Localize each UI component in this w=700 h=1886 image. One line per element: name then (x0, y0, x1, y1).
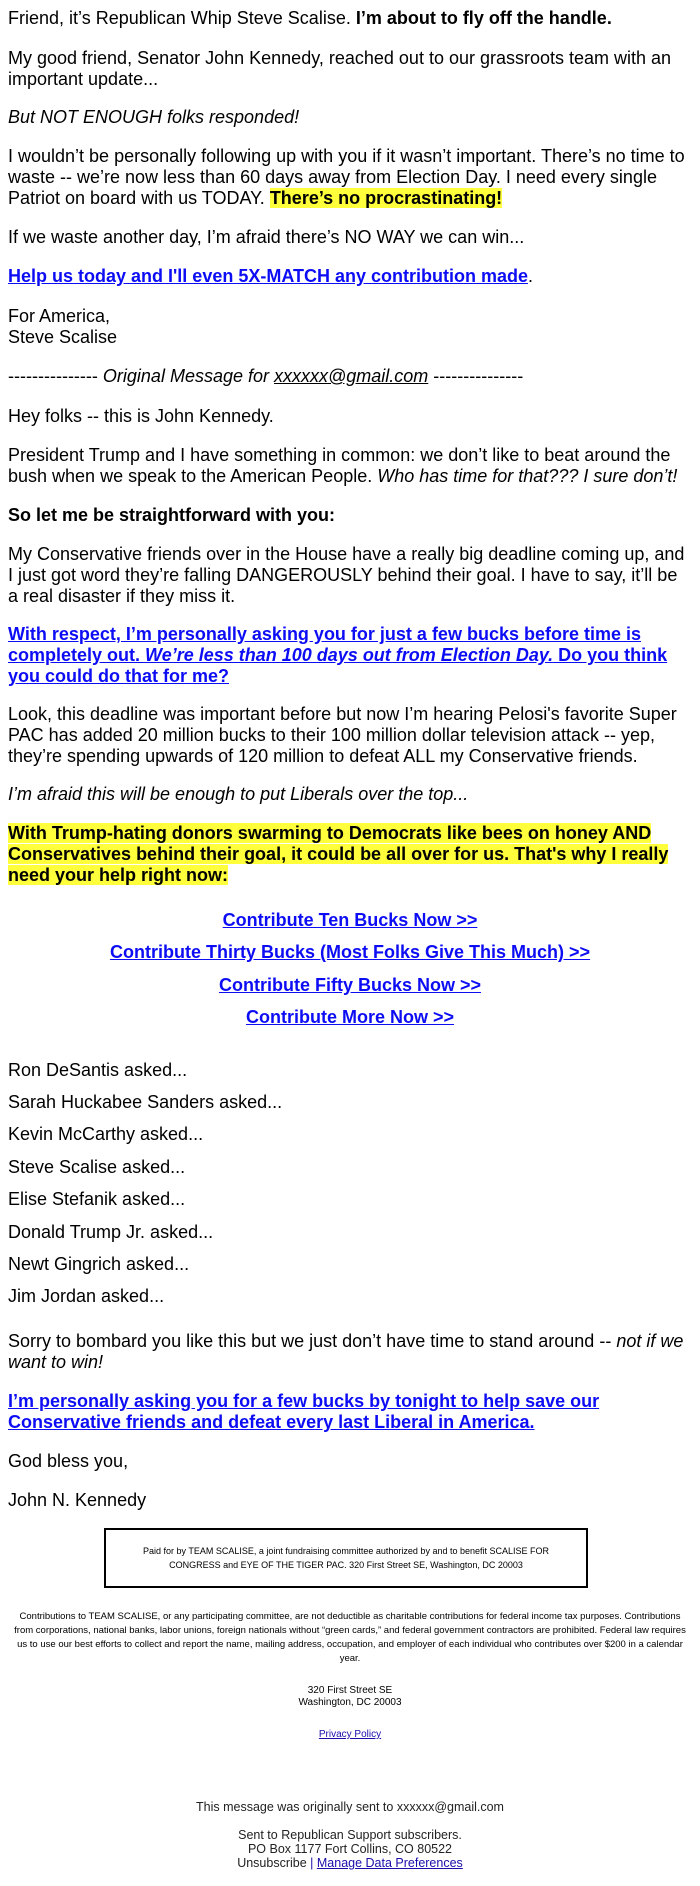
paid-for-box (104, 1528, 588, 1588)
pelosi-paragraph: Look, this deadline was important before but now I’m hearing Pelosi's favorite Super PAC has added 20 million bucks to their 100 million dollar television attack -- yep, they’re spending upwards of 120 million to defeat ALL my Conservative friends. (8, 704, 677, 766)
help-highlight: With Trump-hating donors swarming to Democrats like bees on honey AND Conservatives behind their goal, it could be all over for us. That's why I really need your help right now: (8, 823, 669, 885)
kennedy-greeting: Hey folks -- this is John Kennedy. (8, 406, 274, 426)
ask-text: With respect, I’m personally asking you for just a few bucks before time is completely out. (8, 624, 642, 665)
dashes-left: --------------- (8, 366, 103, 386)
privacy-policy-link[interactable]: Privacy Policy (318, 1729, 382, 1740)
final-ask-link[interactable]: I’m personally asking you for a few bucks by tonight to help save our Conservative friends and defeat every last Liberal in America. (8, 1391, 600, 1432)
match-paragraph (8, 266, 692, 287)
contribute-thirty-row (8, 942, 692, 963)
footer-po-box: PO Box 1177 Fort Collins, CO 80522 (247, 1842, 453, 1856)
legal-disclaimer: Contributions to TEAM SCALISE, or any participating committee, are not deductible as charitable contributions for federal income tax purposes. Contributions from corporations, national banks, labor unions, foreign nationals without “green cards,” and federal government contractors are prohibited. Federal law requires us to use our best efforts to collect and report the name, mailing address, occupation, and employer of each individual who contributes over $200 in a calendar year. (14, 1611, 686, 1664)
trump-italic: Who has time for that??? I sure don’t! (377, 466, 678, 486)
asked-item: Steve Scalise asked... (8, 1157, 186, 1177)
asked-item: Jim Jordan asked... (8, 1286, 165, 1306)
paid-for-text: Paid for by TEAM SCALISE, a joint fundraising committee authorized by and to benefit SCALISE FOR CONGRESS and EYE OF THE TIGER PAC. 320 First Street SE, Washington, DC 20003 (142, 1546, 550, 1570)
greeting-text: Friend, it’s Republican Whip Steve Scalise. (8, 8, 356, 28)
bombard-paragraph (8, 1331, 692, 1373)
help-paragraph (8, 823, 692, 886)
dashes-right: --------------- (428, 366, 524, 386)
asked-item: Kevin McCarthy asked... (8, 1124, 204, 1144)
period: . (528, 266, 534, 286)
final-ask-paragraph (8, 1391, 692, 1433)
contribute-more-link[interactable]: Contribute More Now >> (245, 1007, 454, 1027)
highlight-text: There’s no procrastinating! (269, 188, 503, 208)
kennedy-signature: John N. Kennedy (8, 1490, 147, 1510)
signoff-name: Steve Scalise (8, 327, 118, 347)
signoff-line: For America, (8, 306, 111, 326)
contribute-thirty-link[interactable]: Contribute Thirty Bucks (Most Folks Give This Much) >> (109, 942, 591, 962)
contribute-ten-row (8, 910, 692, 931)
ask-paragraph (8, 624, 692, 687)
unsubscribe-label[interactable]: Unsubscribe (237, 1856, 307, 1870)
original-message-line (8, 366, 692, 387)
footer-block (0, 1828, 700, 1870)
original-email: xxxxxx@gmail.com (274, 366, 429, 386)
mailing-address (0, 1685, 700, 1709)
trump-paragraph (8, 445, 692, 487)
contribute-fifty-link[interactable]: Contribute Fifty Bucks Now >> (218, 975, 482, 995)
bombard-italic: not if we want to win! (8, 1331, 684, 1372)
privacy-row (0, 1729, 700, 1741)
intro-paragraph: My good friend, Senator John Kennedy, reached out to our grassroots team with an important update... (8, 48, 672, 89)
greeting-paragraph (8, 8, 692, 29)
ask-link[interactable] (8, 624, 667, 686)
address-line-1: 320 First Street SE (307, 1685, 393, 1696)
footer-separator: | (306, 1856, 317, 1870)
contribute-fifty-row (8, 975, 692, 996)
contribute-ten-link[interactable]: Contribute Ten Bucks Now >> (222, 910, 478, 930)
follow-up-paragraph (8, 146, 692, 209)
god-bless: God bless you, (8, 1451, 129, 1471)
follow-up-text: I wouldn’t be personally following up with you if it wasn’t important. There’s no time to waste -- we’re now less than 60 days away from Election Day. I need every single Patriot on board with us TODAY. (8, 146, 685, 208)
liberals-paragraph: I’m afraid this will be enough to put Liberals over the top... (8, 784, 469, 804)
address-line-2: Washington, DC 20003 (298, 1697, 402, 1708)
contribute-more-row (8, 1007, 692, 1028)
original-message-label: Original Message for (102, 366, 274, 386)
ask-question: Do you think you could do that for me? (8, 645, 668, 686)
asked-item: Elise Stefanik asked... (8, 1189, 186, 1209)
ask-italic: We’re less than 100 days out from Election Day. (145, 645, 554, 665)
deadline-paragraph: My Conservative friends over in the House have a really big deadline coming up, and I just got word they’re falling DANGEROUSLY behind their goal. I have to say, it’ll be a real disaster if they miss it. (8, 544, 685, 606)
greeting-bold-text: I’m about to fly off the handle. (355, 8, 612, 28)
not-enough-paragraph: But NOT ENOUGH folks responded! (8, 107, 300, 127)
sent-to-notice: This message was originally sent to xxxxxx@gmail.com (196, 1800, 504, 1814)
waste-paragraph: If we waste another day, I’m afraid there’s NO WAY we can win... (8, 227, 525, 247)
manage-data-preferences-link[interactable]: Manage Data Preferences (316, 1856, 463, 1870)
bombard-text: Sorry to bombard you like this but we just don’t have time to stand around -- (8, 1331, 617, 1351)
asked-item: Ron DeSantis asked... (8, 1060, 188, 1080)
footer-subscribers: Sent to Republican Support subscribers. (238, 1828, 462, 1842)
trump-text: President Trump and I have something in common: we don’t like to beat around the bush when we speak to the American People. (8, 445, 671, 486)
signoff-scalise (8, 306, 692, 348)
straightforward-heading: So let me be straightforward with you: (8, 505, 336, 525)
asked-item: Donald Trump Jr. asked... (8, 1222, 214, 1242)
match-link[interactable]: Help us today and I'll even 5X-MATCH any contribution made (8, 266, 529, 286)
asked-item: Newt Gingrich asked... (8, 1254, 190, 1274)
asked-item: Sarah Huckabee Sanders asked... (8, 1092, 283, 1112)
